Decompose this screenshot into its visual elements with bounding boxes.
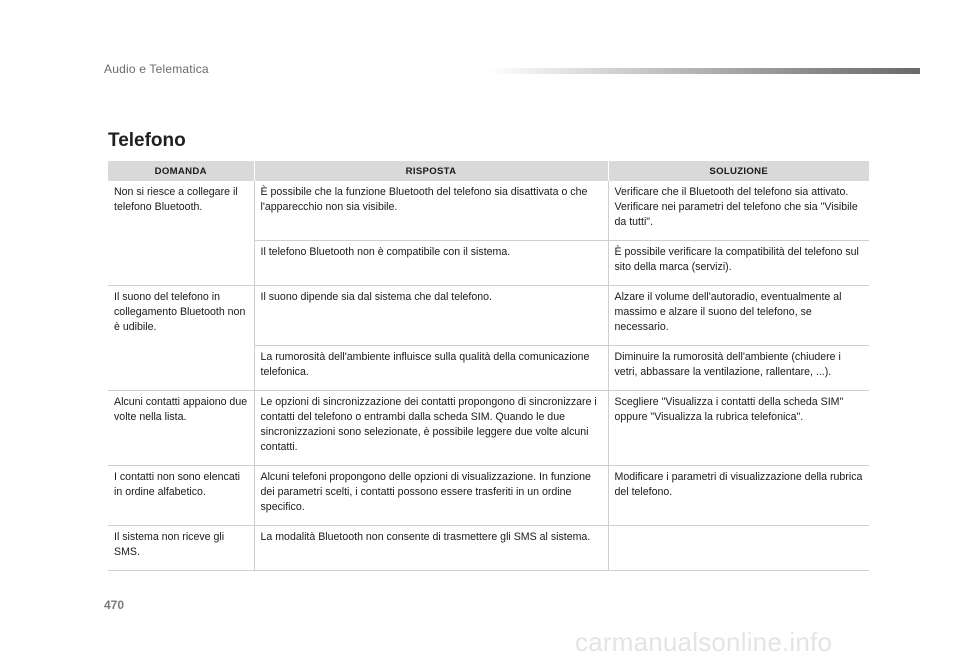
answer-cell: Il telefono Bluetooth non è compatibile con il sistema. bbox=[254, 241, 608, 286]
question-cell: Il sistema non riceve gli SMS. bbox=[108, 526, 254, 571]
solution-cell bbox=[608, 526, 869, 571]
section-title: Audio e Telematica bbox=[104, 62, 209, 76]
column-header-question: DOMANDA bbox=[108, 161, 254, 181]
table-row bbox=[108, 181, 869, 241]
solution-cell: Scegliere "Visualizza i contatti della scheda SIM" oppure "Visualizza la rubrica telefonica". bbox=[608, 391, 869, 466]
watermark-text: carmanualsonline.info bbox=[575, 627, 833, 657]
table-row bbox=[108, 391, 869, 466]
solution-cell: È possibile verificare la compatibilità del telefono sul sito della marca (servizi). bbox=[608, 241, 869, 286]
answer-cell: Il suono dipende sia dal sistema che dal telefono. bbox=[254, 286, 608, 346]
troubleshooting-table bbox=[108, 161, 869, 571]
page-number: 470 bbox=[104, 598, 125, 612]
solution-cell: Diminuire la rumorosità dell'ambiente (chiudere i vetri, abbassare la ventilazione, rallentare, ...). bbox=[608, 346, 869, 391]
solution-cell: Alzare il volume dell'autoradio, eventualmente al massimo e alzare il suono del telefono, se necessario. bbox=[608, 286, 869, 346]
answer-cell: Le opzioni di sincronizzazione dei contatti propongono di sincronizzare i contatti del telefono o entrambi dalla scheda SIM. Quando le due sincronizzazioni sono selezionate, è possibile leggere due volte alcuni contatti. bbox=[254, 391, 608, 466]
answer-cell: Alcuni telefoni propongono delle opzioni di visualizzazione. In funzione dei parametri scelti, i contatti possono essere trasferiti in un ordine specifico. bbox=[254, 466, 608, 526]
answer-cell: La rumorosità dell'ambiente influisce sulla qualità della comunicazione telefonica. bbox=[254, 346, 608, 391]
answer-cell: È possibile che la funzione Bluetooth del telefono sia disattivata o che l'apparecchio non sia visibile. bbox=[254, 181, 608, 241]
question-cell: I contatti non sono elencati in ordine alfabetico. bbox=[108, 466, 254, 526]
table-row bbox=[108, 526, 869, 571]
answer-cell: La modalità Bluetooth non consente di trasmettere gli SMS al sistema. bbox=[254, 526, 608, 571]
question-cell: Alcuni contatti appaiono due volte nella lista. bbox=[108, 391, 254, 466]
table-header-row bbox=[108, 161, 869, 181]
table-row bbox=[108, 466, 869, 526]
solution-cell: Verificare che il Bluetooth del telefono sia attivato. Verificare nei parametri del telefono che sia "Visibile da tutti". bbox=[608, 181, 869, 241]
question-cell: Il suono del telefono in collegamento Bluetooth non è udibile. bbox=[108, 286, 254, 391]
solution-cell: Modificare i parametri di visualizzazione della rubrica del telefono. bbox=[608, 466, 869, 526]
column-header-solution: SOLUZIONE bbox=[608, 161, 869, 181]
header-gradient-rule bbox=[488, 68, 920, 74]
page-title: Telefono bbox=[108, 130, 186, 151]
column-header-answer: RISPOSTA bbox=[254, 161, 608, 181]
table-row bbox=[108, 286, 869, 346]
question-cell: Non si riesce a collegare il telefono Bluetooth. bbox=[108, 181, 254, 286]
